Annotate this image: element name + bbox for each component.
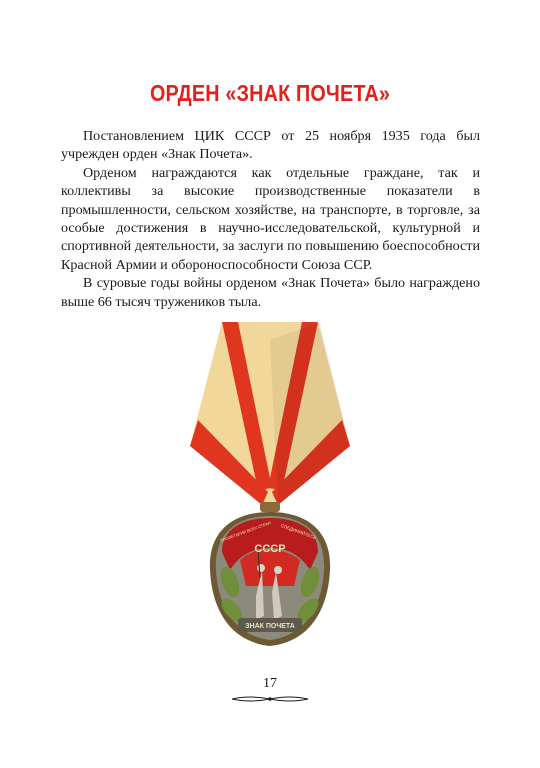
medal-bottom-text: ЗНАК ПОЧЕТА <box>245 623 295 630</box>
page-number: 17 <box>263 676 277 691</box>
page-ornament <box>230 694 310 704</box>
medal-ribbon <box>190 322 350 505</box>
paragraph-3: В суровые годы войны орденом «Знак Почета» было награждено выше 66 тысяч тружеников тыла. <box>61 275 480 310</box>
medal-svg <box>160 320 380 665</box>
medal-ussr: СССР <box>254 543 286 555</box>
paragraph-1: Постановлением ЦИК СССР от 25 ноября 1935 года был учрежден орден «Знак Почета». <box>61 128 480 163</box>
paragraph-2: Орденом награждаются как отдельные граждане, так и коллективы за высокие производственные показатели в промышленности, сельском хозяйстве, на транспорте, в торговле, за особые достижения в научно-исследовательской, культурной и спортивной деятельности, за заслуги по повышению боеспособности Красной Армии и обороноспособности Союза ССР. <box>61 164 480 273</box>
page-title: ОРДЕН «ЗНАК ПОЧЕТА» <box>149 80 391 106</box>
body-text <box>61 127 480 311</box>
medal-ring <box>260 502 280 512</box>
medal-motto-left: ПРОЛЕТАРИИ ВСЕХ СТРАН <box>219 520 272 544</box>
medal-illustration <box>160 320 380 665</box>
medal-motto-right: СОЕДИНЯЙТЕСЬ <box>279 522 318 541</box>
